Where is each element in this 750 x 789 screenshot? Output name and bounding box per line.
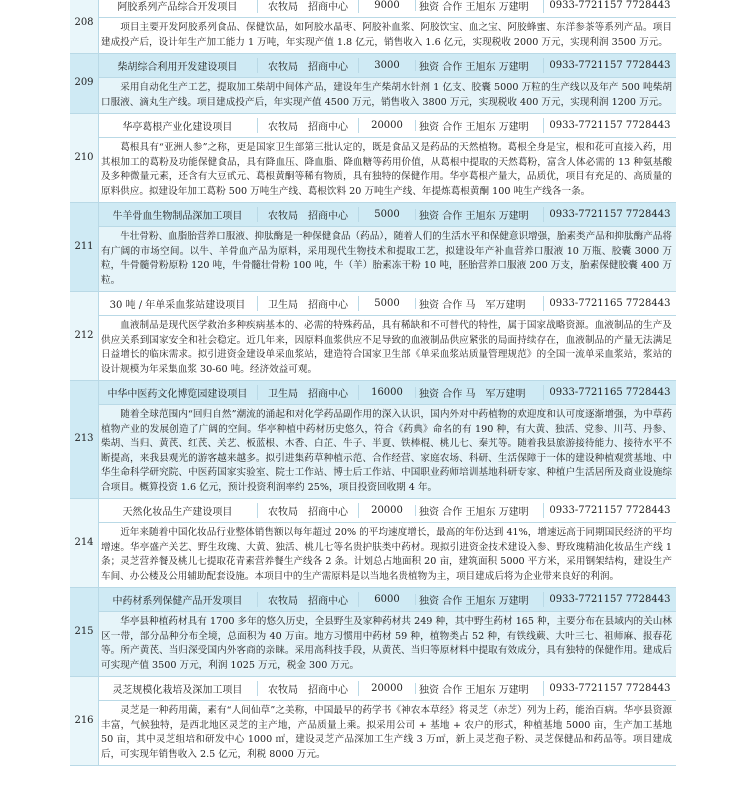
department: 卫生局 招商中心 xyxy=(258,296,359,311)
department: 农牧局 招商中心 xyxy=(258,503,359,518)
project-name: 30 吨 / 年单采血浆站建设项目 xyxy=(98,296,258,311)
contact-phone: 0933-7721157 7728443 xyxy=(549,209,671,220)
project-description: 随着全球范围内“回归自然”潮流的涌起和对化学药品副作用的深入认识，国内外对中药植物的欢迎度和认可度逐渐增强，为中草药植物产业的发展创造了广阔的空间。华亭种植中药材历史悠久，符合《药典》命名的有 190 种，有大黄、独活、党参、川芎、丹参、柴胡、当归、黄芪、红芪、关艺、板蓝根、木香、白芷、牛子、半夏、铁棒棍、桃儿七、秦艽等。随着我县旅游接待能力、接待水平不断提高，来我县观光的游客越来越多。拟引进集药草种植示范、合作经营、家庭农场、科研、生活保障于一体的建设种植观赏基地、中华生命科学研究院、中医药国家实验室、院士工作站、博士后工作站、中国职业药师培训基地科研专家、种植户生活居所及商业设施综合项目。概算投资 1.6 亿元，预计投资利润率约 25%，项目投资回收期 4 年。 xyxy=(98,405,676,498)
project-name: 牛羊骨血生物制品深加工项目 xyxy=(98,207,258,222)
project-header xyxy=(98,203,676,227)
contact-phone: 0933-7721157 7728443 xyxy=(549,0,671,11)
project-row xyxy=(70,588,676,677)
project-header xyxy=(98,499,676,523)
cooperation-mode: 独资 合作 xyxy=(419,389,463,400)
project-header xyxy=(98,54,676,78)
contact-phone: 0933-7721165 7728443 xyxy=(549,298,671,309)
contact-person: 马 军万建明 xyxy=(465,385,543,400)
project-row xyxy=(70,114,676,203)
contact-person: 王旭东 万建明 xyxy=(465,681,543,696)
investment-amount: 5000 xyxy=(359,209,416,220)
project-row xyxy=(70,677,676,766)
project-description: 血液制品是现代医学救治多种疾病基本的、必需的特殊药品，具有稀缺和不可替代的特性，属于国家战略资源。血液制品的生产及供应关系到国家安全和社会稳定。近几年来，因原料血浆供应不足导致的血液制品供应紧张的局面持续存在，血液制品的产量无法满足日益增长的临床需求。拟引进资金建设单采血浆站，建造符合国家卫生部《单采血浆站质量管理规范》的全国一流单采血浆站，浆站的设计规模为年采集血浆 30-60 吨。经济效益可观。 xyxy=(98,316,676,380)
project-row xyxy=(70,0,676,54)
contact-phone: 0933-7721157 7728443 xyxy=(549,505,671,516)
project-description: 牛壮骨粉、血脂胎营养口服液、抑肽酶是一种保健食品（药品），随着人们的生活水平和保健意识增强，胎素类产品和抑肽酶产品将有广阔的市场空间。以牛、羊骨血产品为原料，采用现代生物技术和提取工艺，拟建设年产补血营养口服液 10 万瓶、胶囊 3000 万粒，牛骨髓骨粉原粉 120 吨，牛骨髓壮骨粉 100 吨，牛（羊）胎素冻干粉 10 吨，胚胎营养口服液 200 万支，胎素保健胶囊 400 万粒。 xyxy=(98,227,676,291)
department: 农牧局 招商中心 xyxy=(258,592,359,607)
row-number: 213 xyxy=(74,433,94,444)
department: 农牧局 招商中心 xyxy=(258,58,359,73)
contact-phone: 0933-7721157 7728443 xyxy=(549,594,671,605)
row-number: 216 xyxy=(74,714,94,726)
investment-amount: 20000 xyxy=(359,120,416,131)
contact-person: 王旭东 万建明 xyxy=(465,207,543,222)
project-description: 华亭县种植药材具有 1700 多年的悠久历史，全县野生及家种药材共 249 种，其中野生药材 165 种，主要分布在县域内的关山林区一带，部分品种分布全境，总面积为 40 万亩。地方习惯用中药材 59 种，植物类占 52 种，有铁线蕨、大叶三七、祖师麻、报春花等。所产黄芪、当归深受国内外客商的亲睐。采用高科技手段，从黄芪、当归等原材料中提取有效成分，具有独特的保健作用。建成后可实现产值 3500 万元，利润 1025 万元，税金 300 万元。 xyxy=(98,612,676,676)
project-header xyxy=(98,677,676,701)
cooperation-mode: 独资 合作 xyxy=(419,300,463,311)
project-header xyxy=(98,0,676,18)
cooperation-mode: 独资 合作 xyxy=(419,122,463,133)
project-header xyxy=(98,381,676,405)
project-table xyxy=(70,0,676,766)
project-row xyxy=(70,381,676,499)
row-number: 211 xyxy=(74,240,94,252)
project-row xyxy=(70,292,676,381)
investment-amount: 9000 xyxy=(359,0,416,11)
cooperation-mode: 独资 合作 xyxy=(419,2,463,13)
contact-phone: 0933-7721157 7728443 xyxy=(549,60,671,71)
project-description: 近年来随着中国化妆品行业整体销售额以每年超过 20% 的平均速度增长，最高的年份达到 41%，增速远高于同期国民经济的平均增速。华亭盛产关艺、野生玫瑰、大黄、独活、桃儿七等名贵护肤类中药材。现拟引进资金技术建设入参、野玫瑰精油化妆品生产线 1 条；灵芝营养餐及桃儿七提取花青素营养餐生产线各 2 条。计划总占地面积 20 亩，建筑面积 5000 平方米，采用钢架结构，建设生产车间、办公楼及公用辅助配套设施。本项目中的生产需原料是以当地名贵植物为主，项目建成后将为企业带来良好的利润。 xyxy=(98,523,676,587)
project-name: 阿胶系列产品综合开发项目 xyxy=(98,0,258,13)
row-number: 215 xyxy=(74,625,94,637)
cooperation-mode: 独资 合作 xyxy=(419,596,463,607)
project-name: 柴胡综合利用开发建设项目 xyxy=(98,58,258,73)
project-header xyxy=(98,114,676,138)
contact-person: 马 军万建明 xyxy=(465,296,543,311)
row-number: 214 xyxy=(74,536,94,548)
project-header xyxy=(98,292,676,316)
project-name: 中药材系列保健产品开发项目 xyxy=(98,592,258,607)
investment-amount: 6000 xyxy=(359,594,416,605)
investment-amount: 16000 xyxy=(359,387,416,398)
department: 农牧局 招商中心 xyxy=(258,681,359,696)
project-name: 华亭葛根产业化建设项目 xyxy=(98,118,258,133)
project-row xyxy=(70,54,676,114)
investment-amount: 5000 xyxy=(359,298,416,309)
row-number: 212 xyxy=(74,329,94,341)
investment-amount: 20000 xyxy=(359,505,416,516)
department: 卫生局 招商中心 xyxy=(258,385,359,400)
contact-person: 王旭东 万建明 xyxy=(465,592,543,607)
project-name: 天然化妆品生产建设项目 xyxy=(98,503,258,518)
row-number: 210 xyxy=(74,151,94,163)
project-name: 中华中医药文化博览园建设项目 xyxy=(98,385,258,400)
department: 农牧局 招商中心 xyxy=(258,0,359,13)
contact-phone: 0933-7721157 7728443 xyxy=(549,120,671,131)
department: 农牧局 招商中心 xyxy=(258,207,359,222)
project-description: 葛根具有“亚洲人参”之称，更是国家卫生部第三批认定的，既是食品又是药品的天然植物。葛根全身是宝，根和花可直接入药，用其根加工的葛粉及功能保健食品，具有降血压、降血脂、降血糖等药用价值，从葛根中提取的天然葛粉，富含人体必需的 13 种氨基酸及多种微量元素，还含有大豆甙元、葛根黄酮等稀有物质，具有独特的保健作用。华亭葛根产量大，品质优，项目有充足的、高质量的原料供应。拟建设年加工葛粉 500 万吨生产线、葛根饮料 20 万吨生产线、年提炼葛根黄酮 100 吨生产线各一条。 xyxy=(98,138,676,202)
project-description: 项目主要开发阿胶系列食品、保健饮品，如阿胶水晶枣、阿胶补血浆、阿胶饮宝、血之宝、阿胶蜂蜜、东洋参茶等系列产品。项目建成投产后，设计年生产加工能力 1 万吨，年实现产值 1.8 亿元，销售收入 1.6 亿元，实现税收 2000 万元，实现利润 3500 万元。 xyxy=(98,18,676,53)
investment-amount: 20000 xyxy=(359,683,416,694)
cooperation-mode: 独资 合作 xyxy=(419,62,463,73)
project-row xyxy=(70,203,676,292)
contact-person: 王旭东 万建明 xyxy=(465,503,543,518)
row-number: 209 xyxy=(74,77,94,88)
project-name: 灵芝规模化栽培及深加工项目 xyxy=(98,681,258,696)
project-description: 采用自动化生产工艺，提取加工柴胡中间体产品，建设年生产柴胡水针剂 1 亿支、胶囊 5000 万粒的生产线以及年产 500 吨柴胡口服液、滴丸生产线。项目建成投产后，年实现产值 4500 万元，销售收入 3800 万元，实现税收 400 万元，实现利润 1200 万元。 xyxy=(98,78,676,113)
contact-phone: 0933-7721157 7728443 xyxy=(549,683,671,694)
cooperation-mode: 独资 合作 xyxy=(419,685,463,696)
cooperation-mode: 独资 合作 xyxy=(419,211,463,222)
project-row xyxy=(70,499,676,588)
contact-phone: 0933-7721165 7728443 xyxy=(549,387,671,398)
cooperation-mode: 独资 合作 xyxy=(419,507,463,518)
project-description: 灵芝是一种药用菌，素有“人间仙草”之美称，中国最早的药学书《神农本草经》将灵芝（赤芝）列为上药，能治百病。华亭县资源丰富，气候独特，是西北地区灵芝的主产地，产品质量上乘。拟采用公司 + 基地 + 农户的形式，种植基地 5000 亩，生产加工基地 50 亩，其中灵芝组培和研发中心 1000 ㎡，建设灵芝产品深加工生产线 3 万㎡，新上灵芝孢子粉、灵芝保健品和药品等。项目建成后，可实现年销售收入 2.5 亿元，利税 8000 万元。 xyxy=(98,701,676,765)
investment-amount: 3000 xyxy=(359,60,416,71)
project-header xyxy=(98,588,676,612)
contact-person: 王旭东 万建明 xyxy=(465,58,543,73)
contact-person: 王旭东 万建明 xyxy=(465,0,543,13)
department: 农牧局 招商中心 xyxy=(258,118,359,133)
contact-person: 王旭东 万建明 xyxy=(465,118,543,133)
row-number: 208 xyxy=(74,17,94,28)
